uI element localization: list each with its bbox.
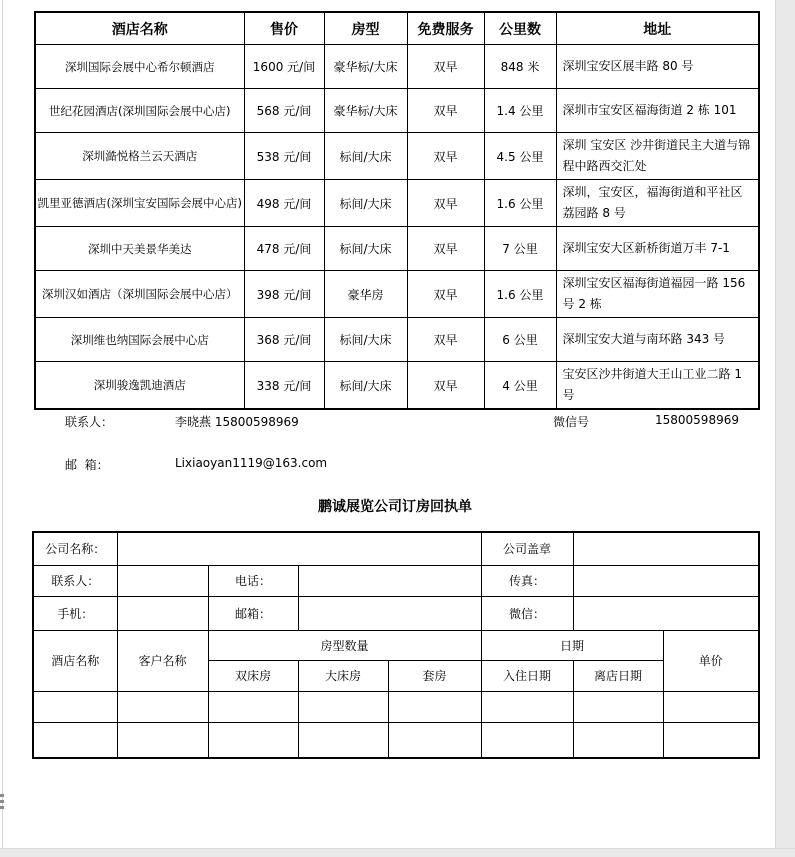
hotel-name: 深圳骏逸凯迪酒店 bbox=[35, 362, 244, 410]
company-name-label: 公司名称： bbox=[33, 532, 117, 565]
hotel-name: 深圳中天美景华美达 bbox=[35, 227, 244, 271]
hotel-address: 深圳 宝安区 沙井街道民主大道与锦程中路西交汇处 bbox=[556, 133, 759, 180]
form-row-contact bbox=[33, 565, 759, 596]
fax-label: 传真： bbox=[481, 565, 573, 596]
hotel-price: 498 元/间 bbox=[244, 180, 324, 227]
hotel-address: 深圳市宝安区福海街道 2 栋 101 bbox=[556, 89, 759, 133]
entry-king-room-field[interactable] bbox=[298, 722, 388, 758]
form-header-row-1 bbox=[33, 630, 759, 660]
entry-suite-field[interactable] bbox=[388, 691, 481, 722]
contact-field[interactable] bbox=[117, 565, 208, 596]
hotel-row bbox=[35, 227, 759, 271]
form-entry-row bbox=[33, 691, 759, 722]
hotel-address: 深圳宝安大道与南环路 343 号 bbox=[556, 318, 759, 362]
king-room-col-label: 大床房 bbox=[298, 660, 388, 691]
entry-customer-name-field[interactable] bbox=[117, 691, 208, 722]
hotel-address: 深圳宝安大区新桥街道万丰 7-1 bbox=[556, 227, 759, 271]
suite-col-label: 套房 bbox=[388, 660, 481, 691]
hotel-room-type: 标间/大床 bbox=[324, 133, 407, 180]
entry-checkin-field[interactable] bbox=[481, 691, 573, 722]
email-form-label: 邮箱： bbox=[208, 596, 298, 630]
checkout-col-label: 离店日期 bbox=[573, 660, 663, 691]
twin-room-col-label: 双床房 bbox=[208, 660, 298, 691]
hotel-room-type: 豪华标/大床 bbox=[324, 89, 407, 133]
company-name-field[interactable] bbox=[117, 532, 481, 565]
hotel-distance: 6 公里 bbox=[484, 318, 556, 362]
hotel-address: 深圳宝安区展丰路 80 号 bbox=[556, 45, 759, 89]
hotel-free-service: 双早 bbox=[407, 133, 484, 180]
hotel-price-table bbox=[34, 11, 760, 410]
hotel-price: 338 元/间 bbox=[244, 362, 324, 410]
hotel-room-type: 豪华房 bbox=[324, 271, 407, 318]
date-group-label: 日期 bbox=[481, 630, 663, 660]
hotel-address: 深圳，宝安区，福海街道和平社区荔园路 8 号 bbox=[556, 180, 759, 227]
entry-twin-room-field[interactable] bbox=[208, 722, 298, 758]
entry-twin-room-field[interactable] bbox=[208, 691, 298, 722]
hotel-row bbox=[35, 271, 759, 318]
contact-person-value: 李晓燕 15800598969 bbox=[175, 415, 299, 429]
phone-label: 电话： bbox=[208, 565, 298, 596]
hotel-price: 1600 元/间 bbox=[244, 45, 324, 89]
email-label: 邮 箱： bbox=[65, 458, 109, 472]
reply-form-title: 鹏诚展览公司订房回执单 bbox=[318, 499, 472, 515]
hotel-price: 398 元/间 bbox=[244, 271, 324, 318]
email-value: Lixiaoyan1119@163.com bbox=[175, 456, 328, 470]
phone-field[interactable] bbox=[298, 565, 481, 596]
hotel-row bbox=[35, 89, 759, 133]
hotel-name: 深圳汉如酒店（深圳国际会展中心店） bbox=[35, 271, 244, 318]
mobile-field[interactable] bbox=[117, 596, 208, 630]
hotel-price: 368 元/间 bbox=[244, 318, 324, 362]
entry-suite-field[interactable] bbox=[388, 722, 481, 758]
header-price: 售价 bbox=[244, 12, 324, 45]
hotel-room-type: 标间/大床 bbox=[324, 180, 407, 227]
header-room-type: 房型 bbox=[324, 12, 407, 45]
room-qty-group-label: 房型数量 bbox=[208, 630, 481, 660]
form-entry-row bbox=[33, 722, 759, 758]
hotel-address: 深圳宝安区福海街道福园一路 156 号 2 栋 bbox=[556, 271, 759, 318]
unit-price-col-label: 单价 bbox=[663, 630, 759, 691]
hotel-distance: 7 公里 bbox=[484, 227, 556, 271]
hotel-free-service: 双早 bbox=[407, 89, 484, 133]
hotel-row bbox=[35, 45, 759, 89]
hotel-free-service: 双早 bbox=[407, 45, 484, 89]
entry-customer-name-field[interactable] bbox=[117, 722, 208, 758]
contact-person-label: 联系人： bbox=[65, 415, 114, 429]
hotel-row bbox=[35, 133, 759, 180]
hotel-price: 568 元/间 bbox=[244, 89, 324, 133]
hotel-distance: 1.6 公里 bbox=[484, 271, 556, 318]
company-seal-field[interactable] bbox=[573, 532, 759, 565]
form-row-company bbox=[33, 532, 759, 565]
hotel-name: 深圳国际会展中心希尔顿酒店 bbox=[35, 45, 244, 89]
hotel-free-service: 双早 bbox=[407, 180, 484, 227]
page-left-edge bbox=[2, 0, 3, 848]
entry-hotel-name-field[interactable] bbox=[33, 722, 117, 758]
hotel-price: 478 元/间 bbox=[244, 227, 324, 271]
hotel-free-service: 双早 bbox=[407, 318, 484, 362]
hotel-name: 深圳维也纳国际会展中心店 bbox=[35, 318, 244, 362]
hotel-room-type: 标间/大床 bbox=[324, 362, 407, 410]
hotel-room-type: 标间/大床 bbox=[324, 227, 407, 271]
hotel-distance: 4 公里 bbox=[484, 362, 556, 410]
wechat-id-label: 微信号 bbox=[553, 415, 590, 429]
page-right-margin bbox=[775, 0, 795, 856]
hotel-row bbox=[35, 362, 759, 410]
entry-unit-price-field[interactable] bbox=[663, 691, 759, 722]
hotel-room-type: 豪华标/大床 bbox=[324, 45, 407, 89]
hotel-name-col-label: 酒店名称 bbox=[33, 630, 117, 691]
contact-label: 联系人： bbox=[33, 565, 117, 596]
hotel-row bbox=[35, 180, 759, 227]
entry-unit-price-field[interactable] bbox=[663, 722, 759, 758]
entry-checkin-field[interactable] bbox=[481, 722, 573, 758]
entry-king-room-field[interactable] bbox=[298, 691, 388, 722]
entry-checkout-field[interactable] bbox=[573, 722, 663, 758]
entry-checkout-field[interactable] bbox=[573, 691, 663, 722]
header-hotel-name: 酒店名称 bbox=[35, 12, 244, 45]
email-form-field[interactable] bbox=[298, 596, 481, 630]
hotel-distance: 848 米 bbox=[484, 45, 556, 89]
booking-reply-form-table bbox=[32, 531, 760, 759]
wechat-form-label: 微信： bbox=[481, 596, 573, 630]
hotel-price: 538 元/间 bbox=[244, 133, 324, 180]
fax-field[interactable] bbox=[573, 565, 759, 596]
header-distance: 公里数 bbox=[484, 12, 556, 45]
hotel-room-type: 标间/大床 bbox=[324, 318, 407, 362]
entry-hotel-name-field[interactable] bbox=[33, 691, 117, 722]
hotel-table-header-row bbox=[35, 12, 759, 45]
header-free-service: 免费服务 bbox=[407, 12, 484, 45]
hotel-name: 世纪花园酒店(深圳国际会展中心店) bbox=[35, 89, 244, 133]
hotel-row bbox=[35, 318, 759, 362]
hotel-name: 深圳澔悦格兰云天酒店 bbox=[35, 133, 244, 180]
wechat-id-value: 15800598969 bbox=[655, 413, 739, 427]
header-address: 地址 bbox=[556, 12, 759, 45]
form-row-mobile bbox=[33, 596, 759, 630]
mobile-label: 手机： bbox=[33, 596, 117, 630]
customer-name-col-label: 客户名称 bbox=[117, 630, 208, 691]
hotel-free-service: 双早 bbox=[407, 227, 484, 271]
hotel-distance: 1.4 公里 bbox=[484, 89, 556, 133]
hotel-address: 宝安区沙井街道大王山工业二路 1 号 bbox=[556, 362, 759, 410]
hotel-free-service: 双早 bbox=[407, 362, 484, 410]
checkin-col-label: 入住日期 bbox=[481, 660, 573, 691]
wechat-form-field[interactable] bbox=[573, 596, 759, 630]
hotel-distance: 4.5 公里 bbox=[484, 133, 556, 180]
hotel-name: 凯里亚德酒店(深圳宝安国际会展中心店) bbox=[35, 180, 244, 227]
hotel-distance: 1.6 公里 bbox=[484, 180, 556, 227]
company-seal-label: 公司盖章 bbox=[481, 532, 573, 565]
hotel-free-service: 双早 bbox=[407, 271, 484, 318]
scroll-indicator-dots[interactable] bbox=[0, 794, 5, 812]
